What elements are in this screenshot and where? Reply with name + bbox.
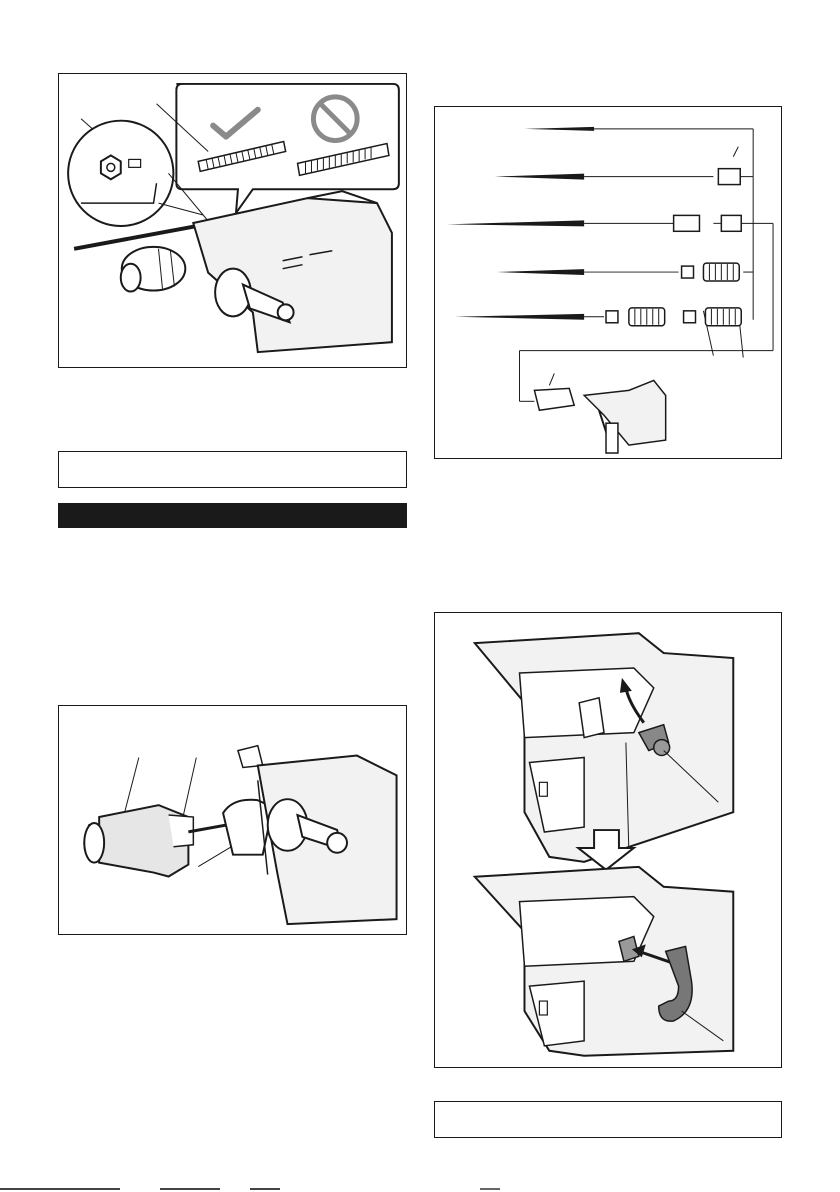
bottom-edge-artifact [0, 1186, 840, 1192]
bit-adapters-illustration [435, 107, 781, 458]
note-box [434, 1101, 782, 1138]
adapter-sleeve-icon [606, 169, 741, 326]
depth-gauge-illustration [59, 74, 406, 367]
rotary-hammer-icon [534, 380, 665, 453]
figure-hook-attach [434, 612, 782, 1068]
rotary-hammer-icon [475, 867, 734, 1056]
rotary-hammer-icon [475, 633, 734, 862]
figure-bit-adapters [434, 106, 782, 459]
figure-depth-gauge [58, 73, 407, 368]
note-box [58, 451, 407, 488]
chisel-bit-icon [447, 127, 594, 226]
rotary-hammer-icon [223, 746, 396, 924]
hook-attach-illustration [435, 613, 781, 1067]
drill-bit-icon [455, 269, 584, 320]
hex-bolt-icon [101, 155, 121, 179]
figure-dust-cup [58, 705, 407, 935]
dust-cup-illustration [59, 706, 406, 934]
dust-cup-icon [84, 805, 193, 876]
section-header-bar [58, 503, 407, 528]
rotary-hammer-icon [121, 191, 392, 352]
